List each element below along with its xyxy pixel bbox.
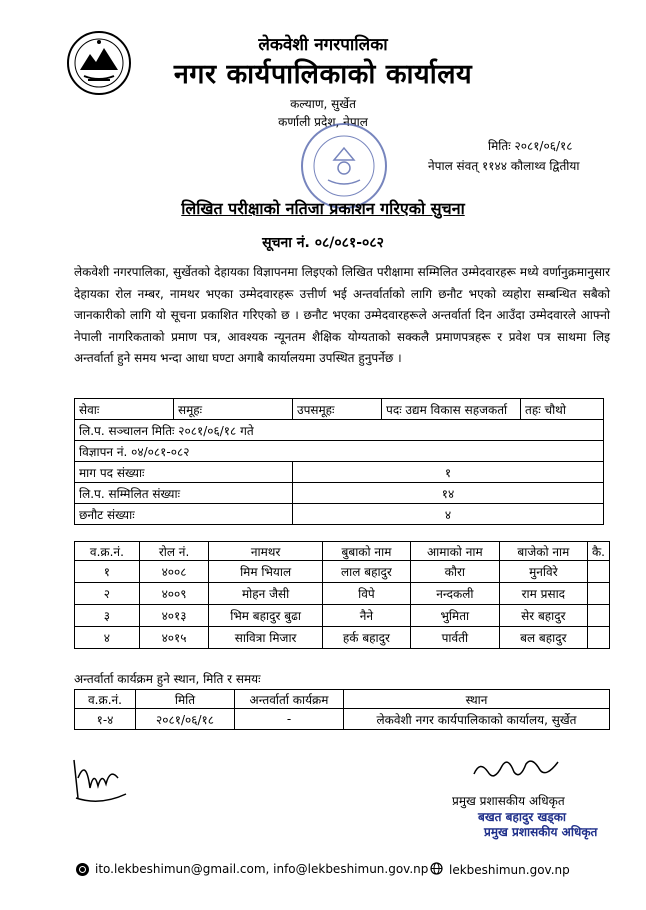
cell: भिम बहादुर बुढा	[209, 605, 323, 627]
right-signature	[470, 752, 566, 786]
advert-no-cell: विज्ञापन नं. ०४/०८१-०८२	[75, 441, 604, 462]
cell: २०८१/०६/१८	[136, 709, 235, 730]
cell: ४०१५	[139, 627, 208, 649]
cell: ४००९	[139, 583, 208, 605]
email-addresses[interactable]: ito.lekbeshimun@gmail.com, info@lekbeshimun.gov.np	[95, 862, 429, 876]
notice-title: लिखित परीक्षाको नतिजा प्रकाशन गरिएको सुचना	[181, 199, 465, 218]
cell: हर्क बहादुर	[322, 627, 410, 649]
cell: मिम भियाल	[209, 561, 323, 583]
cell: विपे	[322, 583, 410, 605]
interview-header-row	[75, 690, 610, 709]
selected-value: ४	[293, 504, 604, 525]
footer-website	[430, 862, 570, 878]
col-roll: रोल नं.	[139, 542, 208, 561]
notice-body: लेकवेशी नगरपालिका, सुर्खेतको देहायका विज्ञापनमा लिइएको लिखित परीक्षामा सम्मिलित उम्मेदवारहरू मध्ये वर्णानुक्रमानुसार देहायका रोल नम्बर, नामथर भएका उम्मेदवारहरू उत्तीर्ण भई अन्तर्वार्ताको लागि छनौट भएको व्यहोरा सम्बन्धित सबैको जानकारीको लागि यो सूचना प्रकाशित गरिएको छ । छनौट भएका उम्मेदवारहरूले अन्तर्वार्ता दिन आउँदा उम्मेदवारले आफ्नो नेपाली नागरिकताको प्रमाण पत्र, आवश्यक न्यूनतम शैक्षिक योग्यताको सक्कलै प्रमाणपत्रहरू र प्रवेश पत्र साथमा लिइ अन्तर्वार्ता हुने समय भन्दा आधा घण्टा अगाबै कार्यालयमा उपस्थित हुनुपर्नेछ ।	[74, 265, 610, 365]
col-remarks: कै.	[587, 542, 609, 561]
globe-icon	[430, 862, 443, 878]
cell	[587, 605, 609, 627]
results-table	[74, 541, 610, 649]
signatory-name: बखत बहादुर खड्का	[478, 810, 567, 824]
cell: राम प्रसाद	[499, 583, 587, 605]
col-venue: स्थान	[344, 690, 610, 709]
website-link[interactable]: lekbeshimun.gov.np	[449, 863, 570, 877]
interview-label: अन्तर्वार्ता कार्यक्रम हुने स्थान, मिति र समयः	[74, 672, 261, 686]
nepal-samvat-date: नेपाल संवत् ११४४ कौलाथ्व द्वितीया	[428, 159, 580, 173]
cell: बल बहादुर	[499, 627, 587, 649]
col-sn: व.क्र.नं.	[75, 690, 136, 709]
cell	[587, 583, 609, 605]
exam-info-table	[74, 398, 604, 525]
cell	[587, 627, 609, 649]
selected-label: छनौट संख्याः	[75, 504, 293, 525]
col-sn: व.क्र.नं.	[75, 542, 140, 561]
cell: ३	[75, 605, 140, 627]
table-row	[75, 561, 610, 583]
pad-cell: पदः उद्यम विकास सहजकर्ता	[382, 399, 521, 420]
cell	[587, 561, 609, 583]
col-date: मिति	[136, 690, 235, 709]
cell: २	[75, 583, 140, 605]
notice-number: सूचना नं. ०८/०८१-०८२	[262, 235, 384, 251]
cell: ४	[75, 627, 140, 649]
cell: ४०१३	[139, 605, 208, 627]
cell: १	[75, 561, 140, 583]
cell: नन्दकली	[410, 583, 499, 605]
samuha-cell: समूहः	[174, 399, 293, 420]
cell: ४००८	[139, 561, 208, 583]
col-program: अन्तर्वार्ता कार्यक्रम	[235, 690, 344, 709]
cell: सावित्रा मिजार	[209, 627, 323, 649]
table-row	[75, 605, 610, 627]
cell: १-४	[75, 709, 136, 730]
cell: पार्वती	[410, 627, 499, 649]
upasamuha-cell: उपसमूहः	[293, 399, 382, 420]
office-title: नगर कार्यपालिकाको कार्यालय	[173, 59, 473, 90]
demand-label: माग पद संख्याः	[75, 462, 293, 483]
cell: कौरा	[410, 561, 499, 583]
taha-cell: तहः चौथो	[521, 399, 604, 420]
table-row	[75, 709, 610, 730]
cell: भुमिता	[410, 605, 499, 627]
col-father: बुबाको नाम	[322, 542, 410, 561]
cell: लेकवेशी नगर कार्यपालिकाको कार्यालय, सुर्खेत	[344, 709, 610, 730]
left-signature	[66, 748, 132, 810]
org-name: लेकवेशी नगरपालिका	[258, 35, 388, 55]
appeared-value: १४	[293, 483, 604, 504]
address-line-1: कल्याण, सुर्खेत	[290, 97, 356, 111]
appeared-label: लि.प. सम्मिलित संख्याः	[75, 483, 293, 504]
signatory-title-stamp: प्रमुख प्रशासकीय अधिकृत	[484, 825, 598, 839]
cell: -	[235, 709, 344, 730]
footer-email	[76, 862, 428, 876]
results-header-row	[75, 542, 610, 561]
cell: नैने	[322, 605, 410, 627]
table-row	[75, 583, 610, 605]
interview-table	[74, 689, 610, 730]
cell: मुनविरे	[499, 561, 587, 583]
col-name: नामथर	[209, 542, 323, 561]
cell: सेर बहादुर	[499, 605, 587, 627]
email-icon	[76, 863, 89, 876]
issue-date: मितिः २०८१/०६/१८	[488, 139, 573, 153]
address-line-2: कर्णाली प्रदेश, नेपाल	[278, 115, 368, 129]
table-row	[75, 627, 610, 649]
col-mother: आमाको नाम	[410, 542, 499, 561]
cell: मोहन जैसी	[209, 583, 323, 605]
cell: लाल बहादुर	[322, 561, 410, 583]
signatory-title: प्रमुख प्रशासकीय अधिकृत	[452, 794, 565, 808]
demand-value: १	[293, 462, 604, 483]
exam-date-cell: लि.प. सञ्चालन मितिः २०८१/०६/१८ गते	[75, 420, 604, 441]
sewa-cell: सेवाः	[75, 399, 174, 420]
col-grandfather: बाजेको नाम	[499, 542, 587, 561]
